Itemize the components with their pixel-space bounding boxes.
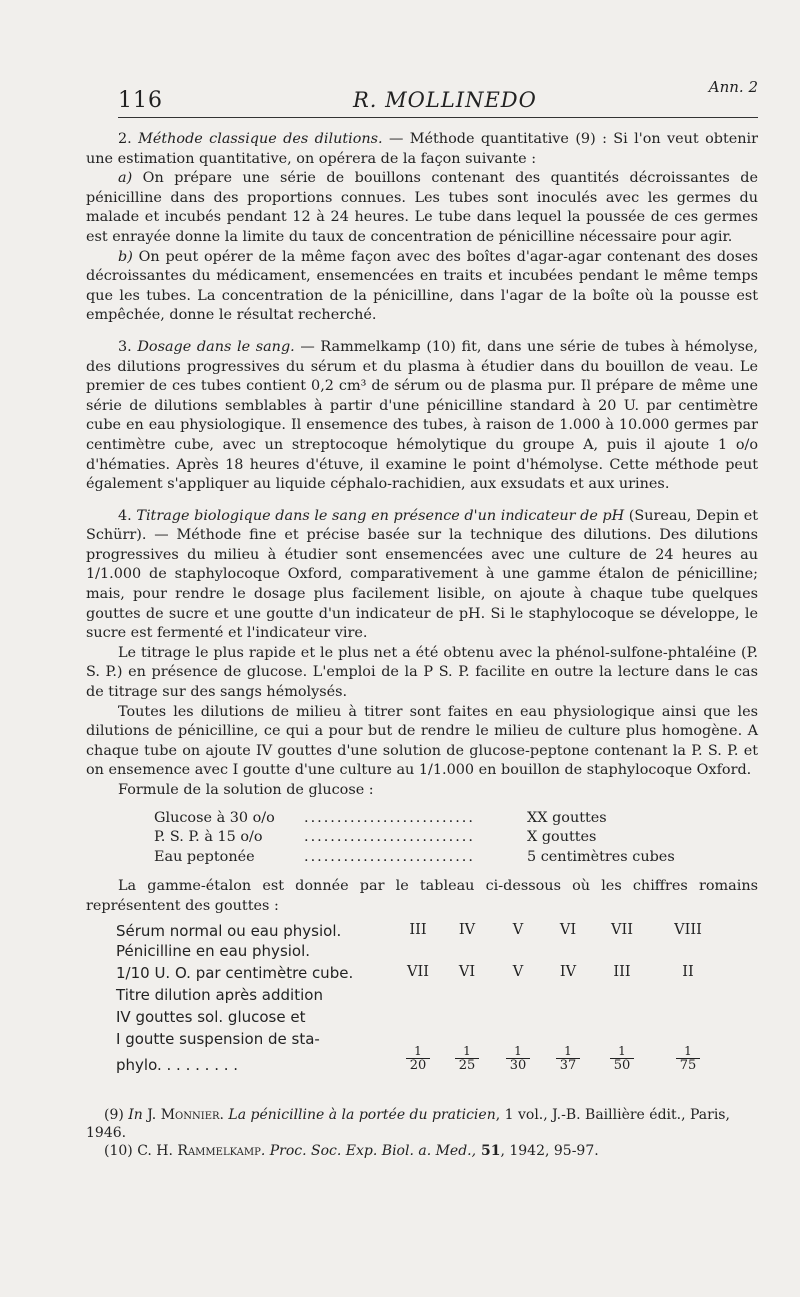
footnote-9 xyxy=(86,1106,758,1142)
row1-cell: III xyxy=(409,922,427,938)
row2-cell: VI xyxy=(458,964,476,980)
formula-value: X gouttes xyxy=(527,829,597,846)
formula-row xyxy=(154,809,758,829)
fraction-denominator: 30 xyxy=(506,1058,530,1073)
row2-cell: III xyxy=(613,964,631,980)
footnote-9-in: In xyxy=(128,1107,143,1123)
row1-label: Sérum normal ou eau physiol. xyxy=(116,922,342,940)
footnote-9-rest: , 1 vol., J.-B. Baillière édit., Paris, 1946. xyxy=(86,1107,730,1141)
row1-cell: VI xyxy=(559,922,577,938)
sec4-p4: La gamme-étalon est donnée par le tableau ci-dessous où les chiffres romains représentent des gouttes : xyxy=(86,878,758,914)
sec4-paragraph xyxy=(86,507,758,644)
sec2-title: Méthode classique des dilutions. xyxy=(138,131,383,147)
fraction-numerator: 1 xyxy=(684,1044,692,1058)
sec4-p3: Toutes les dilutions de milieu à titrer sont faites en eau physiologique ainsi que les dilutions de pénicilline, ce qui a pour but de rendre le milieu de culture plus homogène. A chaque tube on ajoute IV gouttes d'une solution de glucose-peptone contenant la P. S. P. et on ensemence avec I goutte d'une culture au 1/1.000 en bouillon de staphylocoque Oxford. xyxy=(86,703,758,779)
leader-dots: .......................... xyxy=(304,848,475,865)
sec2-number: 2. xyxy=(118,131,132,147)
sec2-b-paragraph xyxy=(86,248,758,326)
row1-cell: VIII xyxy=(674,922,702,938)
fraction-denominator: 37 xyxy=(556,1058,580,1073)
sec3-number: 3. xyxy=(118,338,132,355)
formula-name: Glucose à 30 o/o xyxy=(154,809,275,826)
formula-title: Formule de la solution de glucose : xyxy=(118,782,374,798)
journal-mark: Ann. 2 xyxy=(708,78,758,96)
running-author: R. MOLLINEDO xyxy=(353,88,537,112)
titre-fraction xyxy=(668,1044,708,1073)
leader-dots: .......................... xyxy=(304,809,475,826)
fraction-numerator: 1 xyxy=(564,1044,572,1058)
fraction-numerator: 1 xyxy=(514,1044,522,1058)
footnote-9-title: La pénicilline à la portée du praticien xyxy=(228,1107,496,1123)
page-header xyxy=(118,78,758,118)
page-number: 116 xyxy=(118,88,163,113)
sec4-p2: Le titrage le plus rapide et le plus net a été obtenu avec la phénol-sulfone-phtaléine (P. S. P.) en présence de glucose. L'emploi de la P S. P. facilite en outre la lecture dans le cas de titrage sur des sangs hémolysés. xyxy=(86,644,758,701)
formula-value: XX gouttes xyxy=(527,809,607,826)
row2-cell: VII xyxy=(407,964,429,980)
row3-label-b: IV gouttes sol. glucose et xyxy=(116,1008,306,1026)
footnote-9-author: J. Monnier. xyxy=(142,1107,229,1123)
sec3-paragraph xyxy=(86,338,758,495)
sec4-text: (Sureau, Depin et Schürr). — Méthode fine et précise basée sur la technique des dilutions. Des dilutions progressives du milieu à étudier sont ensemencées avec une culture de 24 heures au 1/1.000 de staphylocoque Oxford, comparativement à une gamme étalon de pénicilline; mais, pour rendre le dosage plus facilement lisible, on ajoute à chaque tube quelques gouttes de sucre et une goutte d'un indicateur de pH. Si le staphylocoque se développe, le sucre est fermenté et l'indicateur vire. xyxy=(86,507,759,642)
footnote-10-volume: 51 xyxy=(476,1143,501,1159)
formula-name: P. S. P. à 15 o/o xyxy=(154,829,263,846)
titre-fraction xyxy=(602,1044,642,1073)
row3-label-a: Titre dilution après addition xyxy=(116,986,323,1004)
row1-cell: IV xyxy=(458,922,476,938)
header-rule xyxy=(118,117,758,118)
fraction-numerator: 1 xyxy=(414,1044,422,1058)
titre-fraction xyxy=(498,1044,538,1073)
row2-cell: II xyxy=(682,964,694,980)
sec2-b-label: b) xyxy=(118,248,133,265)
sec2-a-paragraph xyxy=(86,169,758,247)
leader-dots: .......................... xyxy=(304,829,475,846)
formula-row xyxy=(154,828,758,848)
gamme-etalon-table xyxy=(116,922,756,1084)
formula-list xyxy=(154,809,758,868)
sec3-title: Dosage dans le sang. xyxy=(137,338,295,355)
footnote-10-number: (10) C. H. xyxy=(104,1143,178,1159)
footnotes xyxy=(86,1106,758,1160)
formula-name: Eau peptonée xyxy=(154,848,255,865)
sec2-b-text: On peut opérer de la même façon avec des boîtes d'agar-agar contenant des doses décroissantes du médicament, ensemencées en traits et incubées pendant le même temps que les tubes. La concentration de la pénicilline, dans l'agar de la boîte où la pousse est empêchée, donne le résultat recherché. xyxy=(86,248,758,324)
row3-label-c: I goutte suspension de sta- xyxy=(116,1030,320,1048)
row1-cell: V xyxy=(512,922,524,938)
footnote-9-number: (9) xyxy=(104,1107,129,1123)
fraction-denominator: 75 xyxy=(676,1058,700,1073)
fraction-denominator: 50 xyxy=(610,1058,634,1073)
footnote-10-journal: . Proc. Soc. Exp. Biol. a. Med., xyxy=(260,1143,477,1159)
sec2-paragraph xyxy=(86,130,758,169)
footnote-10-author: Rammelkamp xyxy=(177,1143,261,1159)
formula-value: 5 centimètres cubes xyxy=(527,848,675,865)
sec4-title: Titrage biologique dans le sang en présence d'un indicateur de pH xyxy=(136,507,625,524)
row1-cell: VII xyxy=(611,922,633,938)
fraction-denominator: 25 xyxy=(455,1058,479,1073)
fraction-denominator: 20 xyxy=(406,1058,430,1073)
row2-label-b: 1/10 U. O. par centimètre cube. xyxy=(116,964,354,982)
sec3-text: — Rammelkamp (10) fit, dans une série de tubes à hémolyse, des dilutions progressives du sérum et du plasma à étudier dans du bouillon de veau. Le premier de ces tubes contient 0,2 cm³ de sérum ou de plasma pur. Il prépare de même une série de dilutions semblables à partir d'une pénicilline standard à 20 U. par centimètre cube en eau physiologique. Il ensemence des tubes, à raison de 1.000 à 10.000 germes par centimètre cube, avec un streptocoque hémolytique du groupe A, puis il ajoute 1 o/o d'hématies. Après 18 heures d'étuve, il examine le point d'hémolyse. Cette méthode peut également s'appliquer au liquide céphalo-rachidien, aux exsudats et aux urines. xyxy=(86,338,758,493)
sec2-a-label: a) xyxy=(118,170,133,187)
footnote-10-rest: , 1942, 95-97. xyxy=(500,1143,599,1159)
row2-cell: IV xyxy=(559,964,577,980)
fraction-numerator: 1 xyxy=(618,1044,626,1058)
row3-label-d: phylo. . . . . . . . . xyxy=(116,1056,239,1074)
footnote-10 xyxy=(86,1142,758,1160)
titre-fraction xyxy=(548,1044,588,1073)
row2-label-a: Pénicilline en eau physiol. xyxy=(116,942,311,960)
titre-fraction xyxy=(398,1044,438,1073)
fraction-numerator: 1 xyxy=(463,1044,471,1058)
sec2-intro: — Méthode quantitative (9) : Si l'on veut obtenir une estimation quantitative, on opérera de la façon suivante : xyxy=(86,131,758,167)
sec2-a-text: On prépare une série de bouillons contenant des quantités décroissantes de pénicilline dans des proportions connues. Les tubes sont inoculés avec les germes du malade et incubés pendant 12 à 24 heures. Le tube dans lequel la poussée de ces germes est enrayée donne la limite du taux de concentration de pénicilline nécessaire pour agir. xyxy=(86,170,758,245)
formula-row xyxy=(154,848,758,868)
sec4-number: 4. xyxy=(118,507,132,524)
titre-fraction xyxy=(447,1044,487,1073)
row2-cell: V xyxy=(512,964,524,980)
body-text xyxy=(86,130,758,916)
